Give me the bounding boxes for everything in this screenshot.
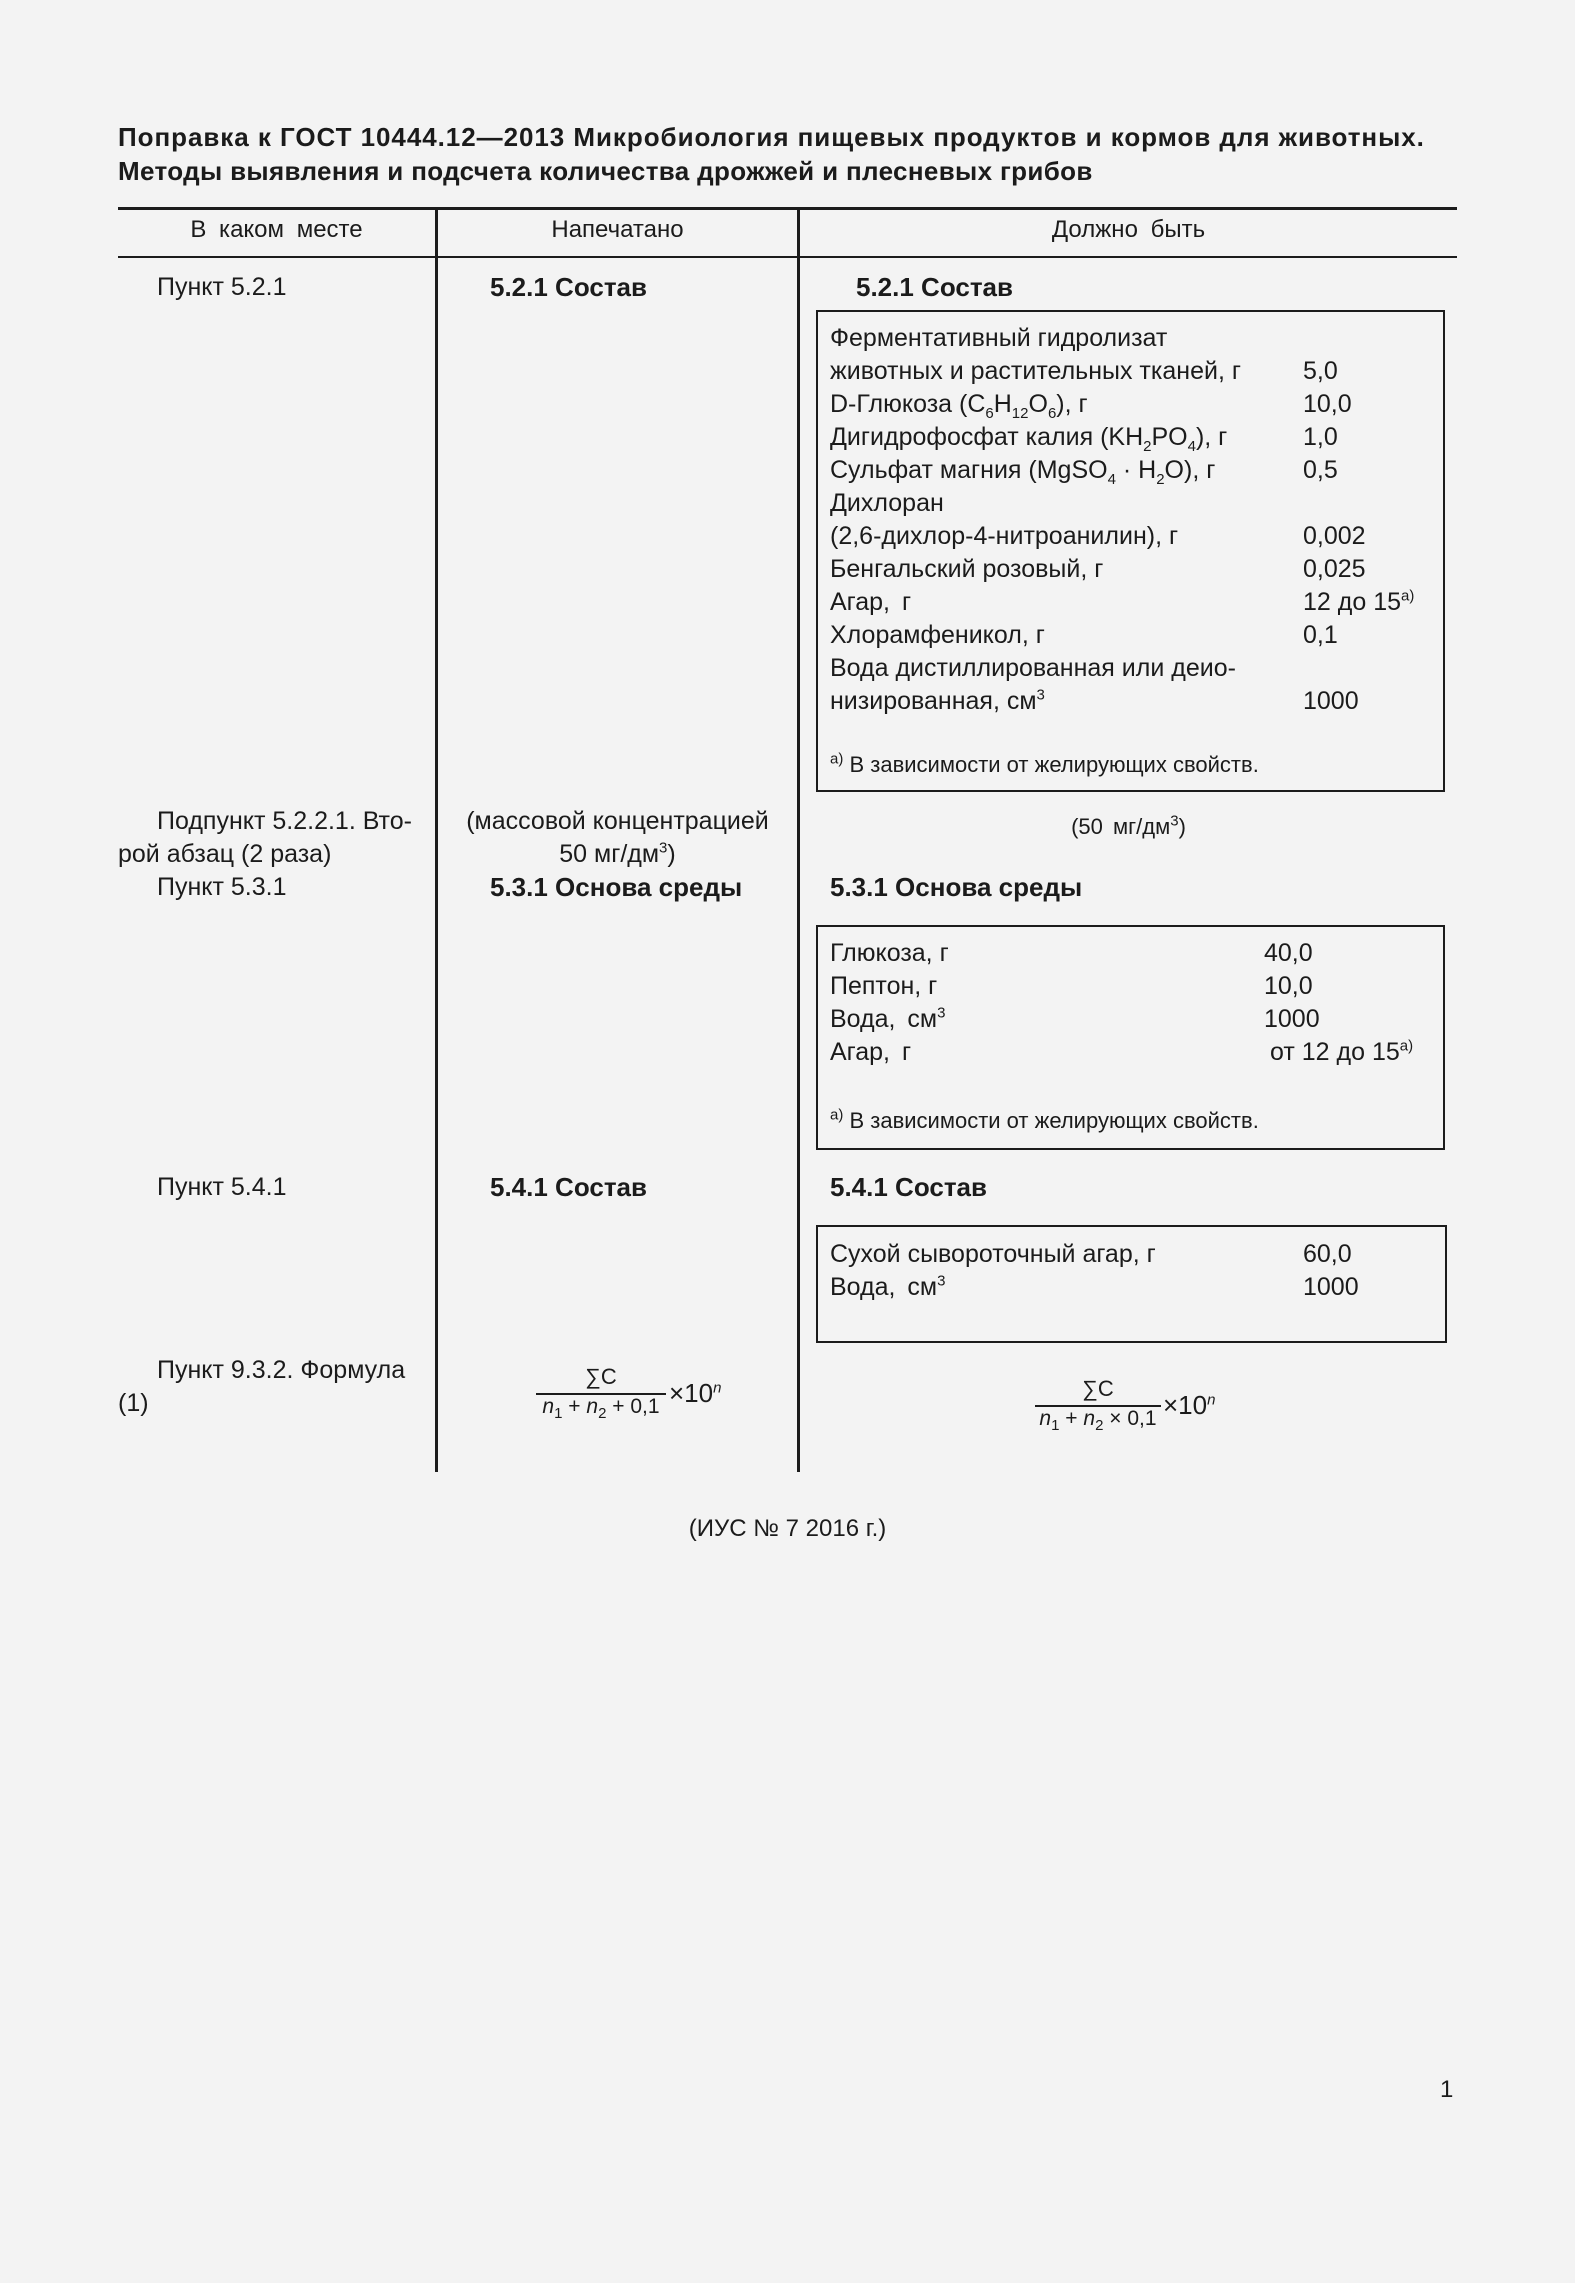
- formula-printed-numerator: ∑C: [585, 1364, 617, 1389]
- r3-value-water: 1000: [1264, 1005, 1320, 1033]
- r1-item-9a: Вода дистиллированная или деио-: [830, 654, 1236, 682]
- row3-printed: 5.3.1 Основа среды: [490, 872, 743, 902]
- r1-item-6: Бенгальский розовый, г: [830, 555, 1104, 583]
- r1-item-9b: низированная, $см^3$: [830, 686, 1045, 715]
- title-line-2: Методы выявления и подсчета количества дрожжей и плесневых грибов: [118, 156, 1093, 186]
- row2-printed-line2: 50 $мг/дм^3$): [559, 839, 676, 868]
- row1-printed: 5.2.1 Состав: [490, 272, 648, 302]
- r1-item-4: Сульфат магния (MgSO$_4$ · $H_2O$), г: [830, 456, 1216, 488]
- r1-value-2: 10,0: [1303, 390, 1352, 418]
- r1-value-9: 1000: [1303, 687, 1359, 715]
- r3-value-peptone: 10,0: [1264, 972, 1313, 1000]
- r4-value-water: 1000: [1303, 1273, 1359, 1301]
- row2-place-line1: Подпункт 5.2.2.1. Вто-: [157, 807, 412, 835]
- r1-value-7: 12 до 15$^{a)}$: [1303, 587, 1415, 616]
- row5-place-line1: Пункт 9.3.2. Формула: [157, 1356, 406, 1384]
- r3-value-glucose: 40,0: [1264, 939, 1313, 967]
- r3-item-agar: Агар, г: [830, 1038, 912, 1066]
- row3-place: Пункт 5.3.1: [157, 873, 287, 901]
- r4-item-whey-agar: Сухой сывороточный агар, г: [830, 1240, 1156, 1268]
- r1-value-5: 0,002: [1303, 522, 1366, 550]
- r3-item-water: Вода, $см^3$: [830, 1004, 946, 1033]
- title-line-1: Поправка к ГОСТ 10444.12—2013 Микробиология пищевых продуктов и кормов для животных.: [118, 122, 1425, 152]
- formula-should-numerator: ∑C: [1082, 1376, 1114, 1401]
- r1-item-5b: (2,6-дихлор-4-нитроанилин), г: [830, 522, 1179, 550]
- header-should-be: Должно быть: [1051, 216, 1206, 243]
- r1-value-3: 1,0: [1303, 423, 1338, 451]
- r3-item-peptone: Пептон, г: [830, 972, 938, 1000]
- row2-should-be: (50 $мг/дм^3$): [1071, 812, 1186, 839]
- r4-item-water: Вода, $см^3$: [830, 1272, 946, 1301]
- r1-item-3: Дигидрофосфат калия $(KH_2PO_4)$, г: [830, 423, 1228, 455]
- row4-should-heading: 5.4.1 Состав: [830, 1172, 988, 1202]
- r3-footnote: $^{a)}$ В зависимости от желирующих свойств.: [830, 1106, 1259, 1133]
- header-printed: Напечатано: [551, 216, 684, 243]
- formula-should-be: [1035, 1376, 1245, 1436]
- r3-value-agar: от 12 до 15$^{a)}$: [1270, 1037, 1414, 1066]
- r3-item-glucose: Глюкоза, г: [830, 939, 949, 967]
- table-header-rule: [118, 256, 1457, 258]
- r1-value-4: 0,5: [1303, 456, 1338, 484]
- r1-item-7: Агар, г: [830, 588, 912, 616]
- row4-printed: 5.4.1 Состав: [490, 1172, 648, 1202]
- formula-should-multiplier: $\times 10^n$: [1163, 1390, 1216, 1420]
- row1-should-heading: 5.2.1 Состав: [856, 272, 1014, 302]
- formula-printed-denominator: $n_1 + n_2 + 0,1$: [542, 1395, 660, 1423]
- row4-place: Пункт 5.4.1: [157, 1173, 287, 1201]
- r1-item-8: Хлорамфеникол, г: [830, 621, 1045, 649]
- r1-item-5a: Дихлоран: [830, 489, 944, 517]
- formula-should-denominator: $n_1 + n_2 \times 0,1$: [1039, 1407, 1157, 1435]
- row2-printed-line1: (массовой концентрацией: [466, 807, 769, 835]
- row3-should-heading: 5.3.1 Основа среды: [830, 872, 1083, 902]
- page-number: 1: [1440, 2076, 1454, 2103]
- header-place: В каком месте: [190, 216, 363, 243]
- r4-value-whey-agar: 60,0: [1303, 1240, 1352, 1268]
- r1-value-6: 0,025: [1303, 555, 1366, 583]
- row1-place: Пункт 5.2.1: [157, 273, 287, 301]
- source-reference: (ИУС № 7 2016 г.): [688, 1515, 887, 1542]
- r1-footnote: $^{a)}$ В зависимости от желирующих свойств.: [830, 750, 1259, 777]
- r1-item-1a: Ферментативный гидролизат: [830, 324, 1168, 352]
- r1-value-8: 0,1: [1303, 621, 1338, 649]
- r1-value-1: 5,0: [1303, 357, 1338, 385]
- formula-printed: [536, 1364, 746, 1424]
- row5-place-line2: (1): [118, 1389, 149, 1417]
- r1-item-2: D-Глюкоза $(C_6H_{12}O_6)$, г: [830, 390, 1088, 422]
- r1-item-1b: животных и растительных тканей, г: [830, 357, 1241, 385]
- document-title: [118, 120, 1458, 188]
- row2-place-line2: рой абзац (2 раза): [118, 840, 332, 868]
- formula-printed-multiplier: $\times 10^n$: [669, 1378, 722, 1408]
- table-top-rule: [118, 207, 1457, 210]
